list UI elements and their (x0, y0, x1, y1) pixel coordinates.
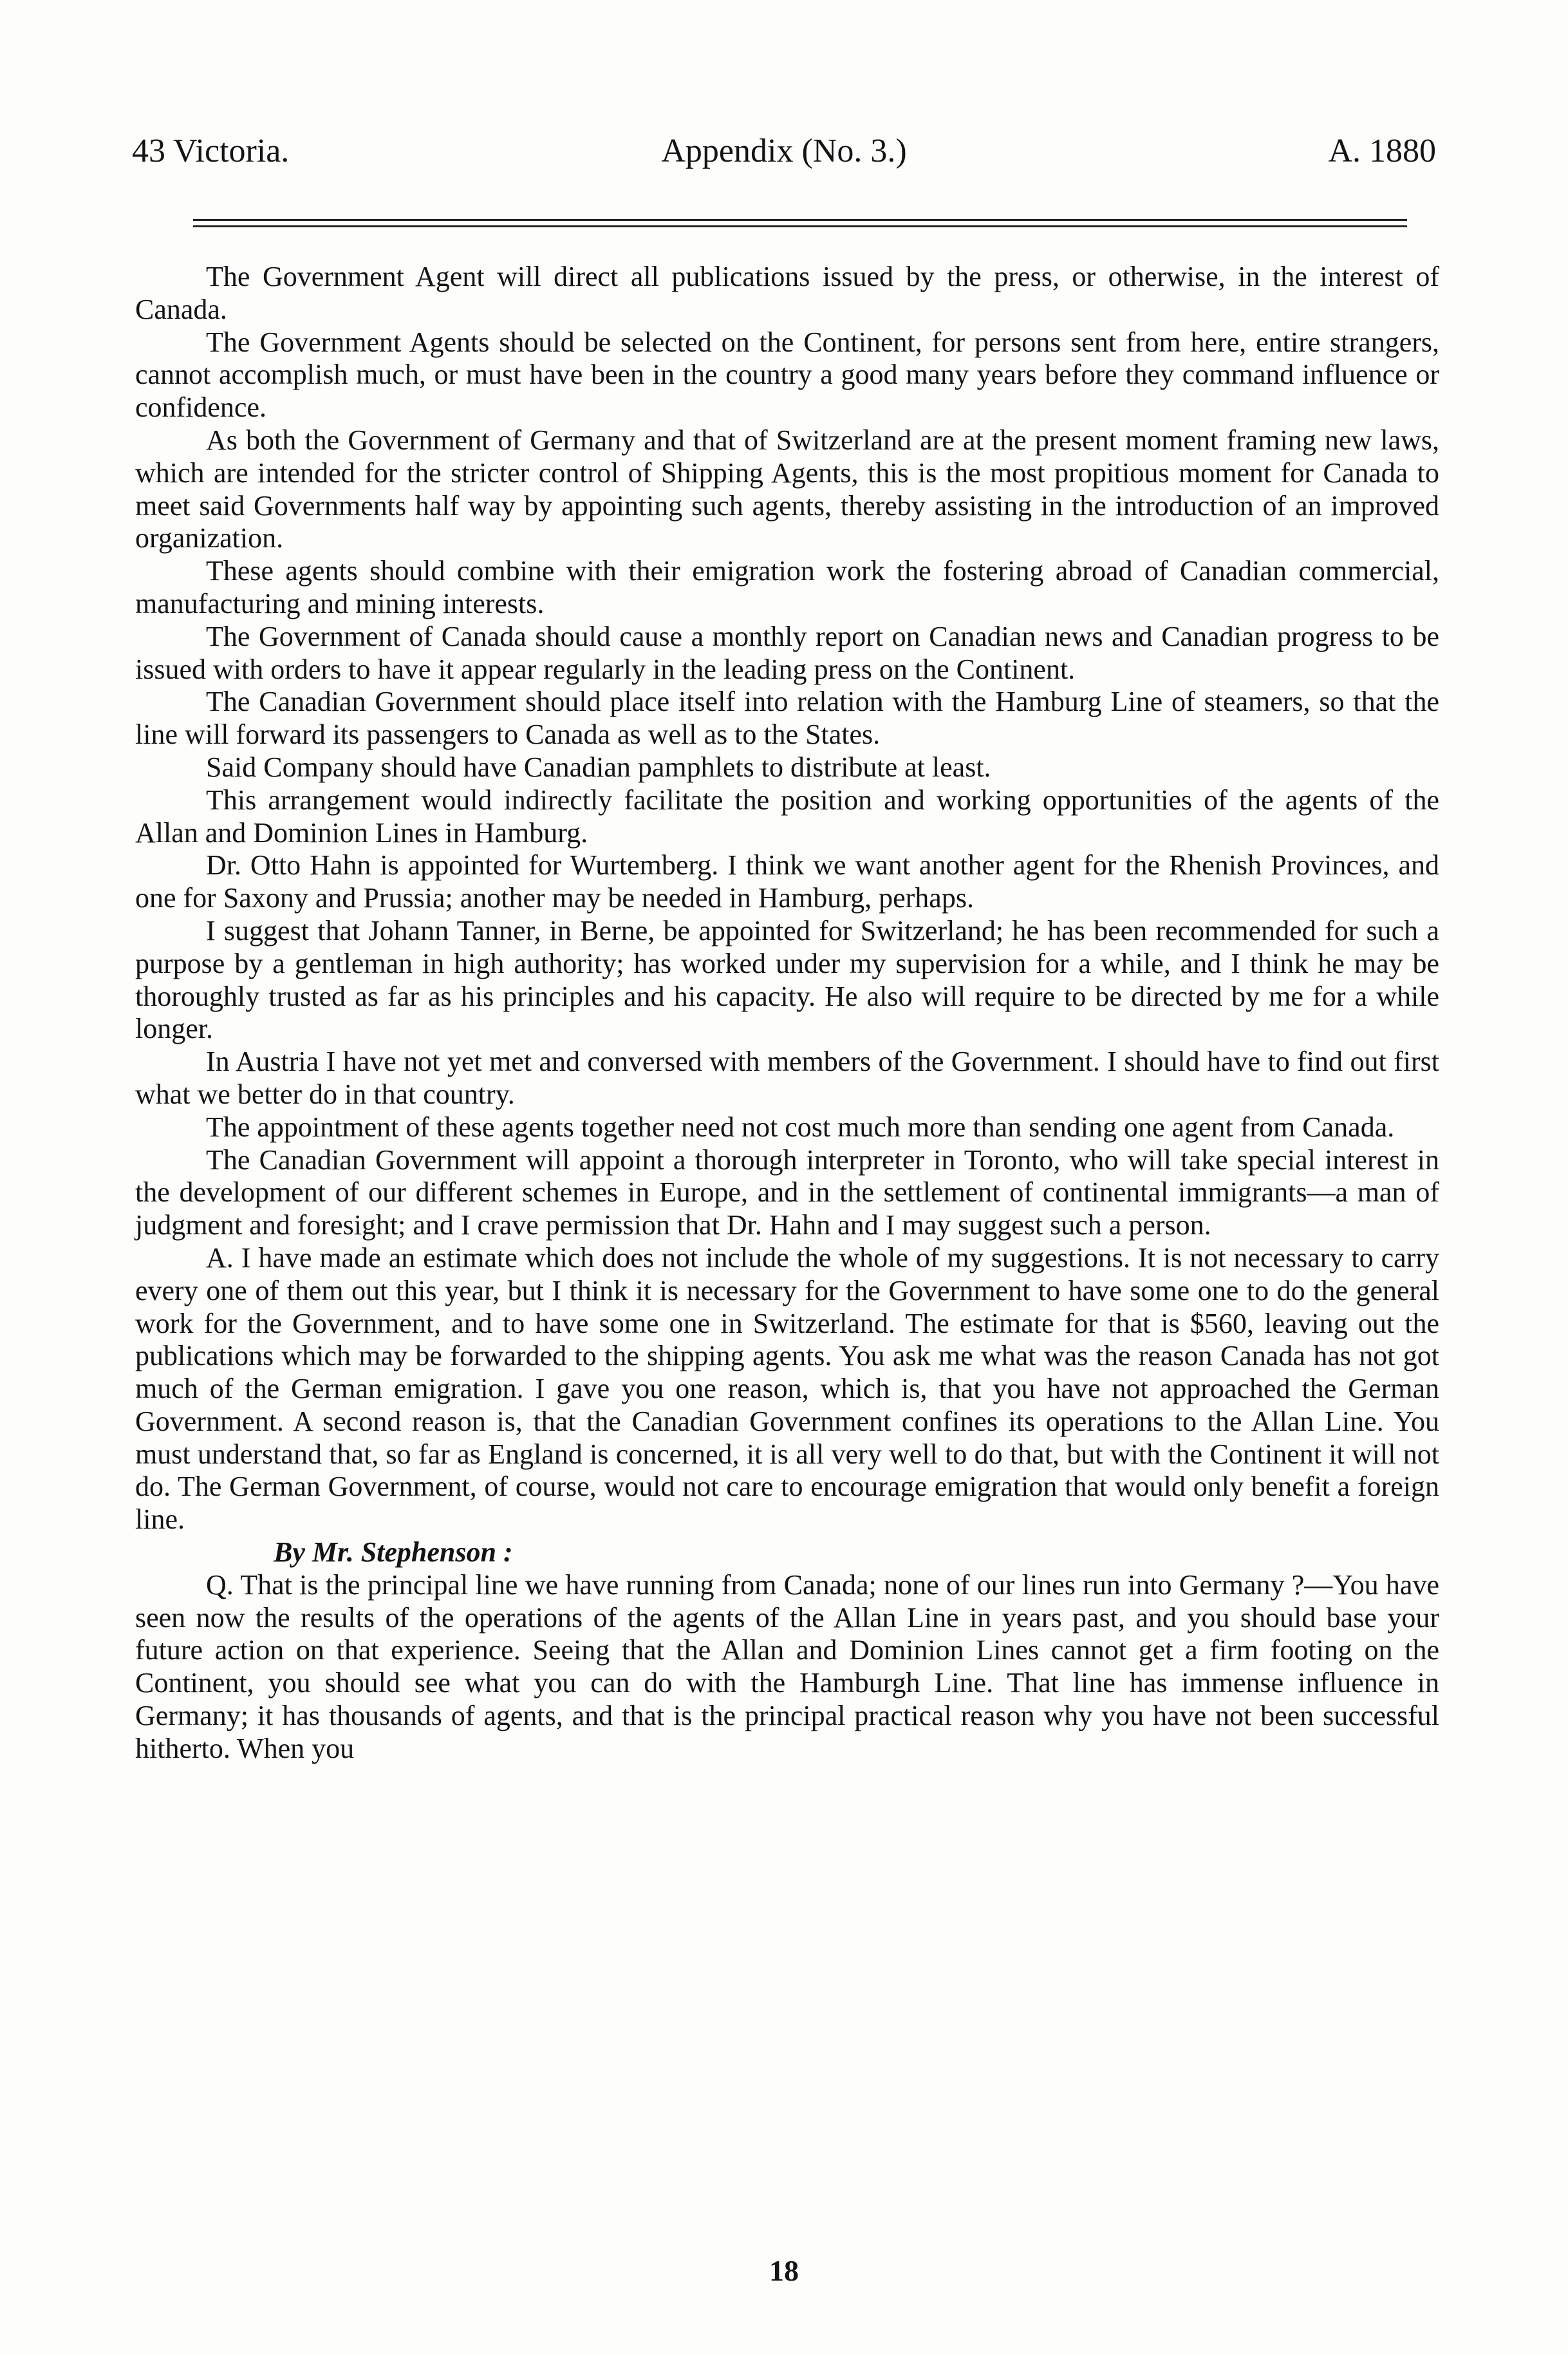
paragraph: Said Company should have Canadian pamphlets to distribute at least. (206, 751, 991, 783)
running-header (132, 129, 1436, 174)
header-year: A. 1880 (1328, 133, 1436, 169)
paragraph: The Canadian Government should place itself into relation with the Hamburg Line of steamers, so that the line will forward its passengers to Canada as well as to the States. (135, 686, 1439, 751)
paragraph: The appointment of these agents together need not cost much more than sending one agent from Canada. (206, 1111, 1395, 1143)
header-session: 43 Victoria. (132, 133, 290, 169)
examiner-heading: By Mr. Stephenson : (274, 1536, 513, 1568)
paragraph: The Government Agent will direct all publications issued by the press, or otherwise, in the interest of Canada. (135, 261, 1439, 325)
answer-paragraph: A. I have made an estimate which does not include the whole of my suggestions. It is not necessary to carry every one of them out this year, but I think it is necessary for the Government to have some one to do the general work for the Government, and to have some one in Switzerland. The estimate for that is $560, leaving out the publications which may be forwarded to the shipping agents. You ask me what was the reason Canada has not got much of the German emigration. I gave you one reason, which is, that you have not approached the German Government. A second reason is, that the Canadian Government confines its operations to the Allan Line. You must understand that, so far as England is concerned, it is all very well to do that, but with the Continent it will not do. The German Government, of course, would not care to encourage emigration that would only benefit a foreign line. (135, 1241, 1439, 1536)
question-paragraph: Q. That is the principal line we have running from Canada; none of our lines run into Germany ?—You have seen now the results of the operations of the agents of the Allan Line in years past, and you should base your future action on that experience. Seeing that the Allan and Dominion Lines cannot get a firm footing on the Continent, you should see what you can do with the Hamburgh Line. That line has immense influence in Germany; it has thousands of agents, and that is the principal practical reason why you have not been successful hitherto. When you (135, 1568, 1439, 1764)
paragraph: In Austria I have not yet met and conversed with members of the Government. I should have to find out first what we better do in that country. (135, 1046, 1439, 1110)
paragraph: Dr. Otto Hahn is appointed for Wurtemberg. I think we want another agent for the Rhenish Provinces, and one for Saxony and Prussia; another may be needed in Hamburg, perhaps. (135, 849, 1439, 914)
paragraph: The Government of Canada should cause a monthly report on Canadian news and Canadian progress to be issued with orders to have it appear regularly in the leading press on the Continent. (135, 620, 1439, 685)
header-rule-bottom (193, 225, 1407, 227)
body-text (135, 261, 1439, 1766)
paragraph: As both the Government of Germany and that of Switzerland are at the present moment framing new laws, which are intended for the stricter control of Shipping Agents, this is the most propitious moment for Canada to meet said Governments half way by appointing such agents, thereby assisting in the introduction of an improved organization. (135, 424, 1439, 554)
page-number: 18 (769, 2254, 799, 2287)
paragraph: The Government Agents should be selected on the Continent, for persons sent from here, entire strangers, cannot accomplish much, or must have been in the country a good many years before they command influence or confidence. (135, 326, 1439, 424)
header-rule-top (193, 219, 1407, 221)
paragraph: This arrangement would indirectly facilitate the position and working opportunities of the agents of the Allan and Dominion Lines in Hamburg. (135, 784, 1439, 849)
paragraph: I suggest that Johann Tanner, in Berne, be appointed for Switzerland; he has been recommended for such a purpose by a gentleman in high authority; has worked under my supervision for a while, and I think he may be thoroughly trusted as far as his principles and his capacity. He also will require to be directed by me for a while longer. (135, 914, 1439, 1045)
header-appendix: Appendix (No. 3.) (661, 133, 907, 169)
paragraph: These agents should combine with their emigration work the fostering abroad of Canadian commercial, manufacturing and mining interests. (135, 555, 1439, 619)
paragraph: The Canadian Government will appoint a thorough interpreter in Toronto, who will take special interest in the development of our different schemes in Europe, and in the settlement of continental immigrants—a man of judgment and foresight; and I crave permission that Dr. Hahn and I may suggest such a person. (135, 1144, 1439, 1241)
